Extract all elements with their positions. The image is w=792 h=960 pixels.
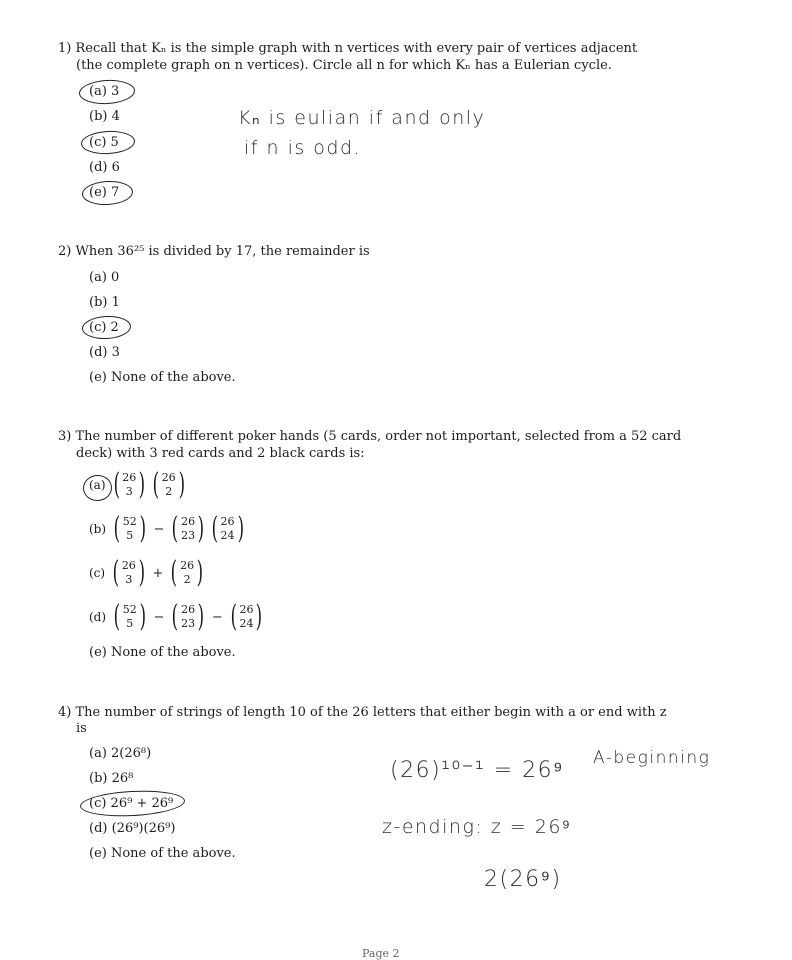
q2-option-d[interactable]: (d) 3 — [89, 345, 120, 360]
q4-option-b[interactable]: (b) 26⁸ — [89, 771, 134, 786]
q3-stem-line2: deck) with 3 red cards and 2 black cards is: — [76, 446, 365, 461]
answer-circle-mark — [80, 130, 135, 156]
q3-option-d-label: (d) — [89, 610, 107, 624]
q2-option-b[interactable]: (b) 1 — [89, 295, 120, 310]
q2-stem: 2) When 36²⁵ is divided by 17, the remainder is — [58, 244, 370, 259]
q4-stem-line2: is — [76, 721, 87, 736]
binomial: ( 52 5 ) — [113, 511, 146, 546]
answer-circle-mark — [81, 315, 131, 341]
q3-option-d[interactable] — [89, 600, 266, 634]
binomial: ( 26 23 ) — [172, 511, 205, 546]
q3-option-e[interactable]: (e) None of the above. — [89, 645, 236, 660]
minus-sign: − — [153, 609, 165, 625]
q2-option-e[interactable]: (e) None of the above. — [89, 370, 236, 385]
q1-option-c[interactable]: (c) 5 — [89, 135, 119, 150]
q1-option-a[interactable]: (a) 3 — [89, 84, 120, 99]
answer-circle-mark — [81, 180, 133, 207]
q1-stem-line1: 1) Recall that Kₙ is the simple graph with n vertices with every pair of vertices adjacent — [58, 41, 638, 56]
minus-sign: − — [211, 609, 223, 625]
q2-option-a[interactable]: (a) 0 — [89, 270, 120, 285]
binomial: ( 26 2 ) — [171, 555, 204, 590]
q1-handwritten-note-line1: Kₙ is eulian if and only — [238, 107, 486, 129]
q4-option-c[interactable]: (c) 26⁹ + 26⁹ — [89, 796, 174, 811]
q2-option-c[interactable]: (c) 2 — [89, 320, 119, 335]
binomial: ( 26 24 ) — [211, 511, 244, 546]
q4-handwritten-beginning: A-beginning — [593, 748, 711, 768]
q4-stem-line1: 4) The number of strings of length 10 of the 26 letters that either begin with a or end with z — [58, 705, 667, 720]
q4-option-a[interactable]: (a) 2(26⁸) — [89, 746, 152, 761]
q3-stem-line1: 3) The number of different poker hands (5 cards, order not important, selected from a 52 card — [58, 429, 682, 444]
q4-option-d[interactable]: (d) (26⁹)(26⁹) — [89, 821, 176, 836]
answer-circle-mark — [78, 79, 135, 106]
q4-handwritten-ending: z-ending: z = 26⁹ — [382, 816, 572, 838]
q3-option-a-label: (a) — [89, 478, 106, 492]
binomial: ( 26 24 ) — [230, 599, 263, 634]
q4-handwritten-total: 2(26⁹) — [484, 867, 562, 892]
q1-option-b[interactable]: (b) 4 — [89, 109, 120, 124]
q3-option-b-label: (b) — [89, 522, 107, 536]
binomial: ( 26 3 ) — [113, 467, 146, 502]
q3-option-b[interactable] — [89, 512, 247, 546]
binomial: ( 26 2 ) — [152, 467, 185, 502]
q1-handwritten-note-line2: if n is odd. — [244, 137, 362, 159]
q1-option-d[interactable]: (d) 6 — [89, 160, 120, 175]
q1-option-e[interactable]: (e) 7 — [89, 185, 120, 200]
q4-handwritten-power: (26)¹⁰⁻¹ = 26⁹ — [390, 758, 565, 783]
binomial: ( 52 5 ) — [113, 599, 146, 634]
page-footer: Page 2 — [362, 947, 400, 960]
binomial: ( 26 23 ) — [172, 599, 205, 634]
binomial: ( 26 3 ) — [112, 555, 145, 590]
q3-option-c[interactable] — [89, 556, 207, 590]
q3-option-c-label: (c) — [89, 566, 106, 580]
q1-stem-line2: (the complete graph on n vertices). Circle all n for which Kₙ has a Eulerian cycle. — [76, 58, 612, 73]
plus-sign: + — [152, 565, 164, 581]
minus-sign: − — [153, 521, 165, 537]
answer-circle-mark — [79, 788, 185, 818]
q4-option-e[interactable]: (e) None of the above. — [89, 846, 236, 861]
